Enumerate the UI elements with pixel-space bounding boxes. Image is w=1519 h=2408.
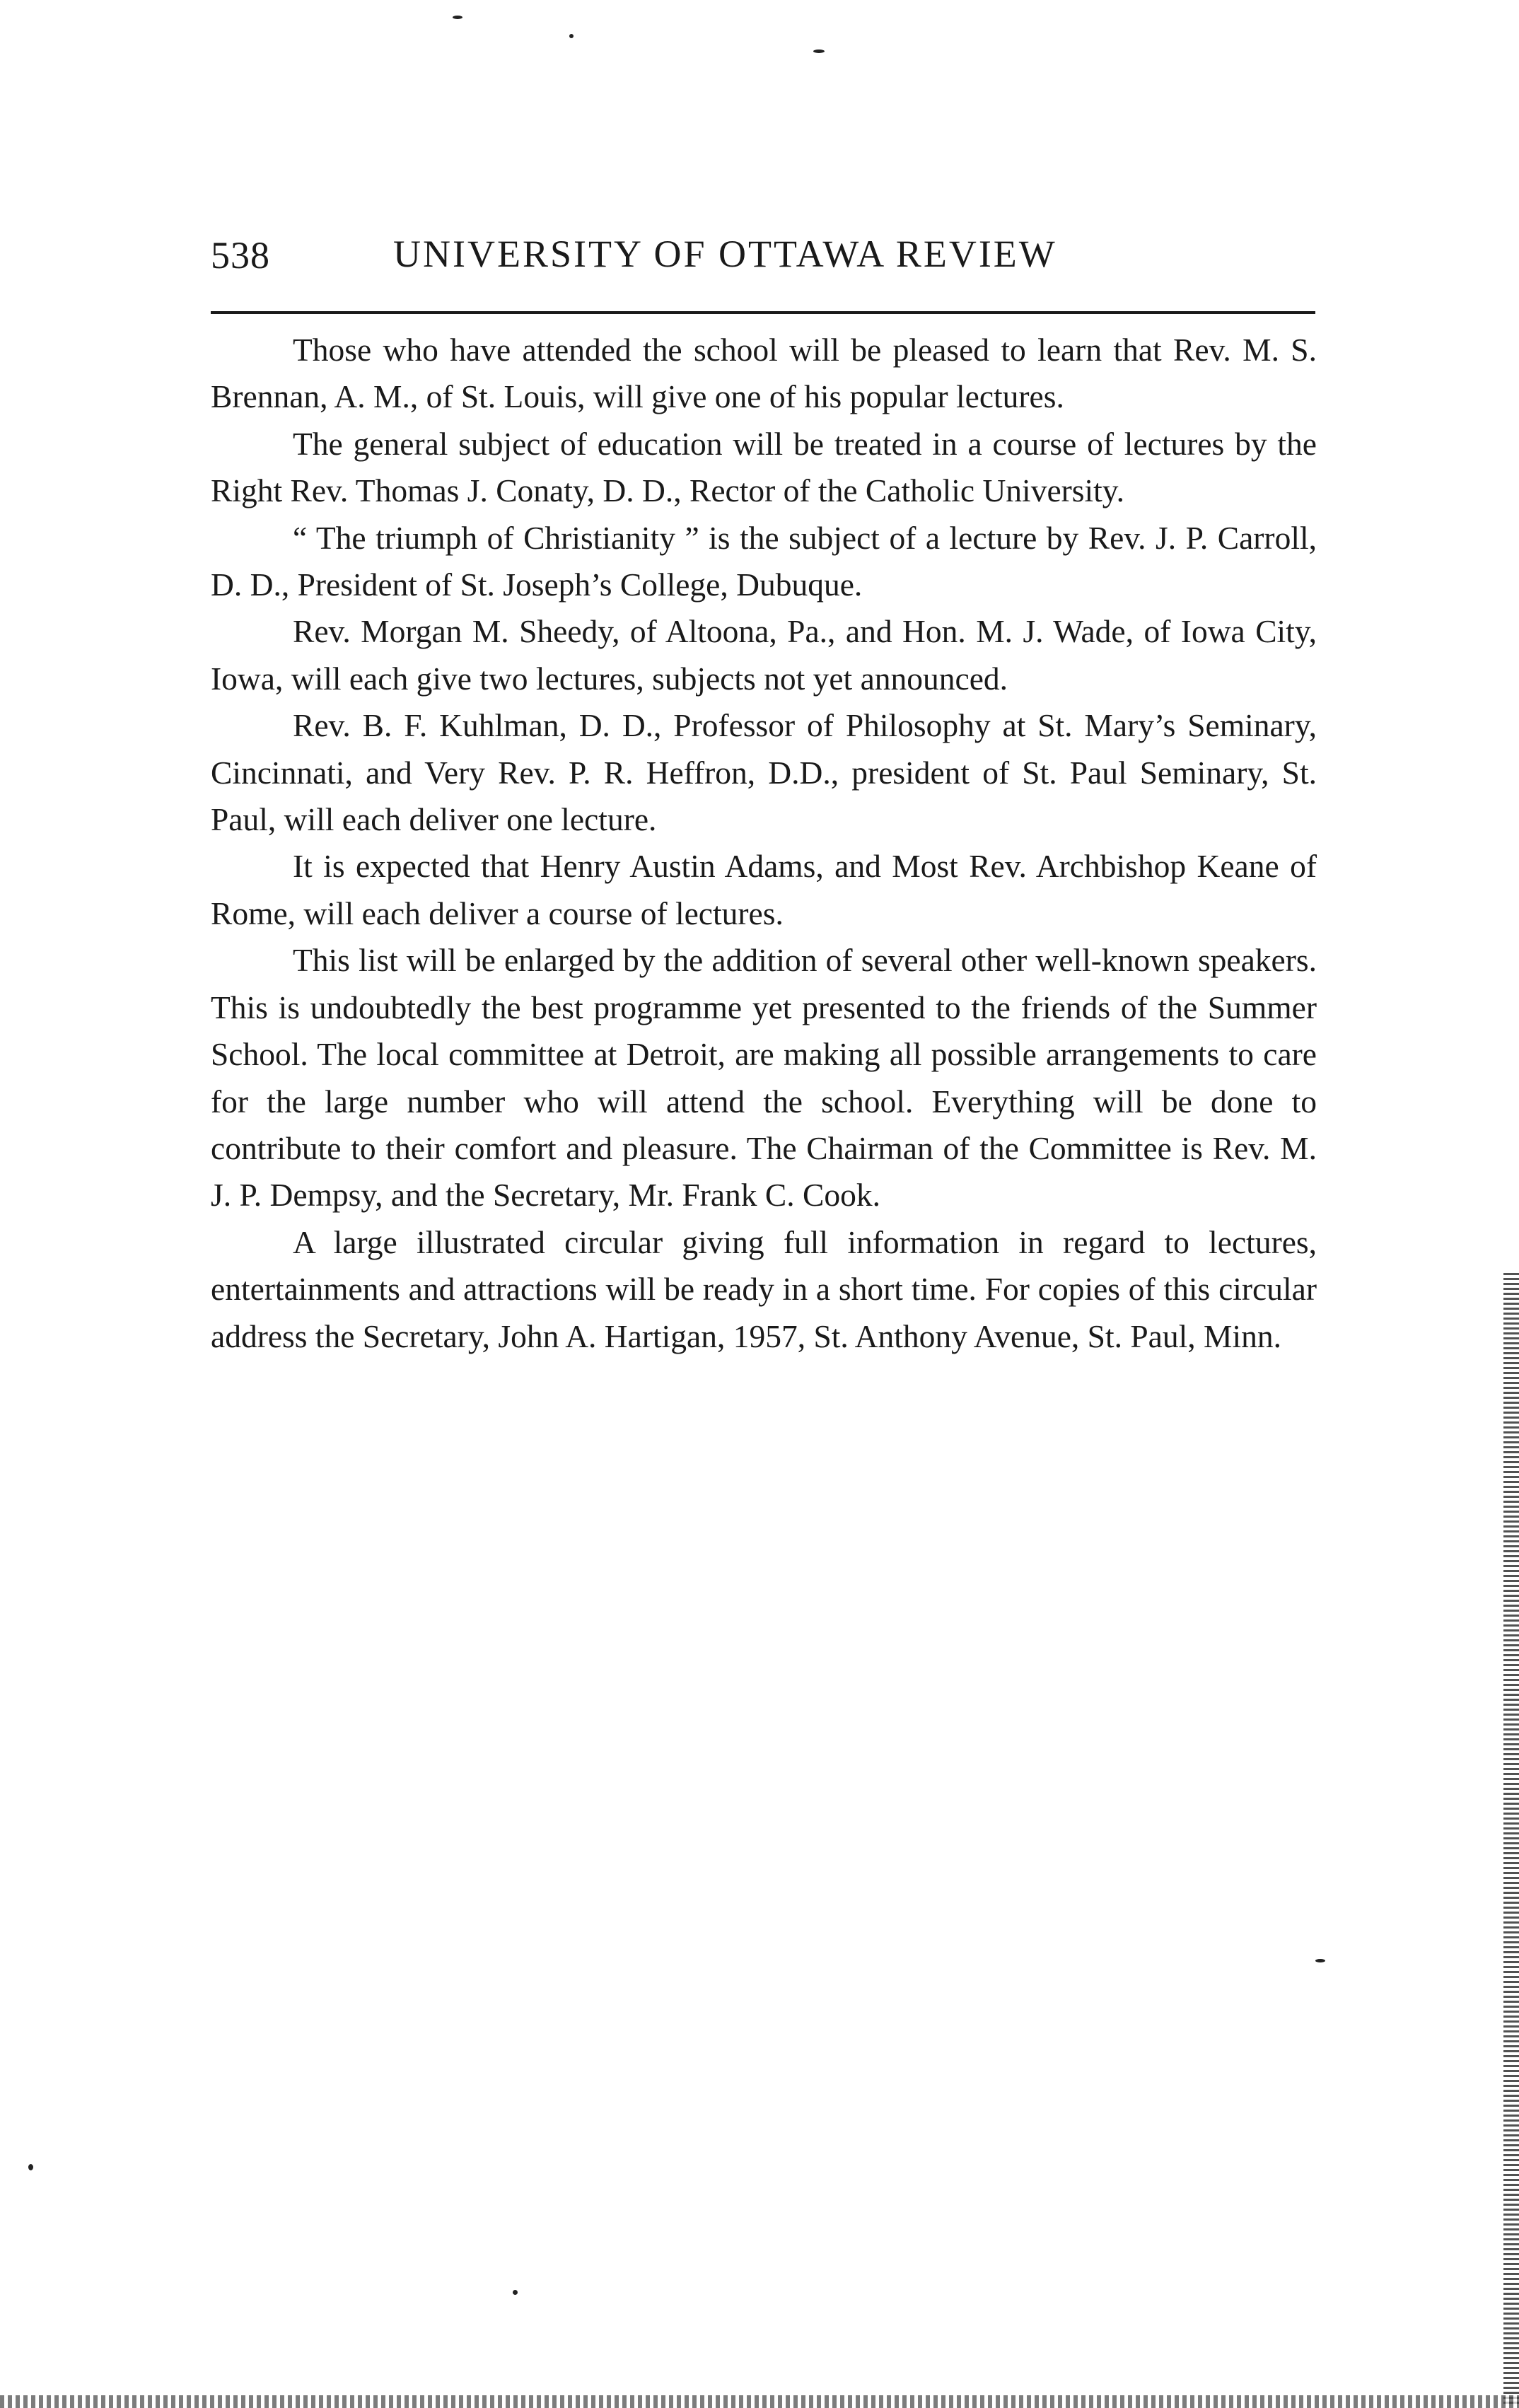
paragraph-sheedy-wade: Rev. Morgan M. Sheedy, of Altoona, Pa., and Hon. M. J. Wade, of Iowa City, Iowa, will each give two lectures, subjects not yet announced.	[211, 613, 1317, 697]
scan-speck	[813, 50, 825, 53]
scan-speck	[1315, 1959, 1325, 1962]
header-rule	[211, 311, 1315, 314]
scan-speck	[569, 34, 574, 38]
scan-bottom-artifact	[0, 2395, 1519, 2408]
paragraph-kuhlman-heffron: Rev. B. F. Kuhlman, D. D., Professor of Philosophy at St. Mary’s Seminary, Cincinnati, and Very Rev. P. R. Heffron, D.D., president of St. Paul Seminary, St. Paul, will each deliver one lecture.	[211, 707, 1317, 838]
page-header	[211, 225, 1315, 281]
scan-speck	[453, 16, 462, 19]
page-number: 538	[211, 234, 270, 277]
paragraph-committee: This list will be enlarged by the addition of several other well-known speakers. This is undoubtedly the best programme yet presented to the friends of the Summer School. The local committee at Detroit, are making all possible arrangements to care for the large number who will attend the school. Everything will be done to contribute to their comfort and pleasure. The Chairman of the Committee is Rev. M. J. P. Dempsy, and the Secretary, Mr. Frank C. Cook.	[211, 942, 1317, 1214]
paragraph-conaty: The general subject of education will be treated in a course of lectures by the Right Rev. Thomas J. Conaty, D. D., Rector of the Catholic University.	[211, 425, 1317, 509]
paragraph-adams-keane: It is expected that Henry Austin Adams, and Most Rev. Archbishop Keane of Rome, will each deliver a course of lectures.	[211, 848, 1317, 931]
scan-speck	[28, 2164, 33, 2170]
paragraph-brennan: Those who have attended the school will be pleased to learn that Rev. M. S. Brennan, A. M., of St. Louis, will give one of his popular lectures.	[211, 332, 1317, 415]
running-title: UNIVERSITY OF OTTAWA REVIEW	[393, 233, 1057, 275]
scan-speck	[513, 2290, 518, 2295]
paragraph-circular: A large illustrated circular giving full information in regard to lectures, entertainments and attractions will be ready in a short time. For copies of this circular address the Secretary, John A. Hartigan, 1957, St. Anthony Avenue, St. Paul, Minn.	[211, 1223, 1317, 1354]
scan-edge-artifact	[1503, 1273, 1519, 2404]
paragraph-carroll: “ The triumph of Christianity ” is the subject of a lecture by Rev. J. P. Carroll, D. D., President of St. Joseph’s College, Dubuque.	[211, 519, 1317, 603]
article-body	[211, 327, 1317, 1360]
